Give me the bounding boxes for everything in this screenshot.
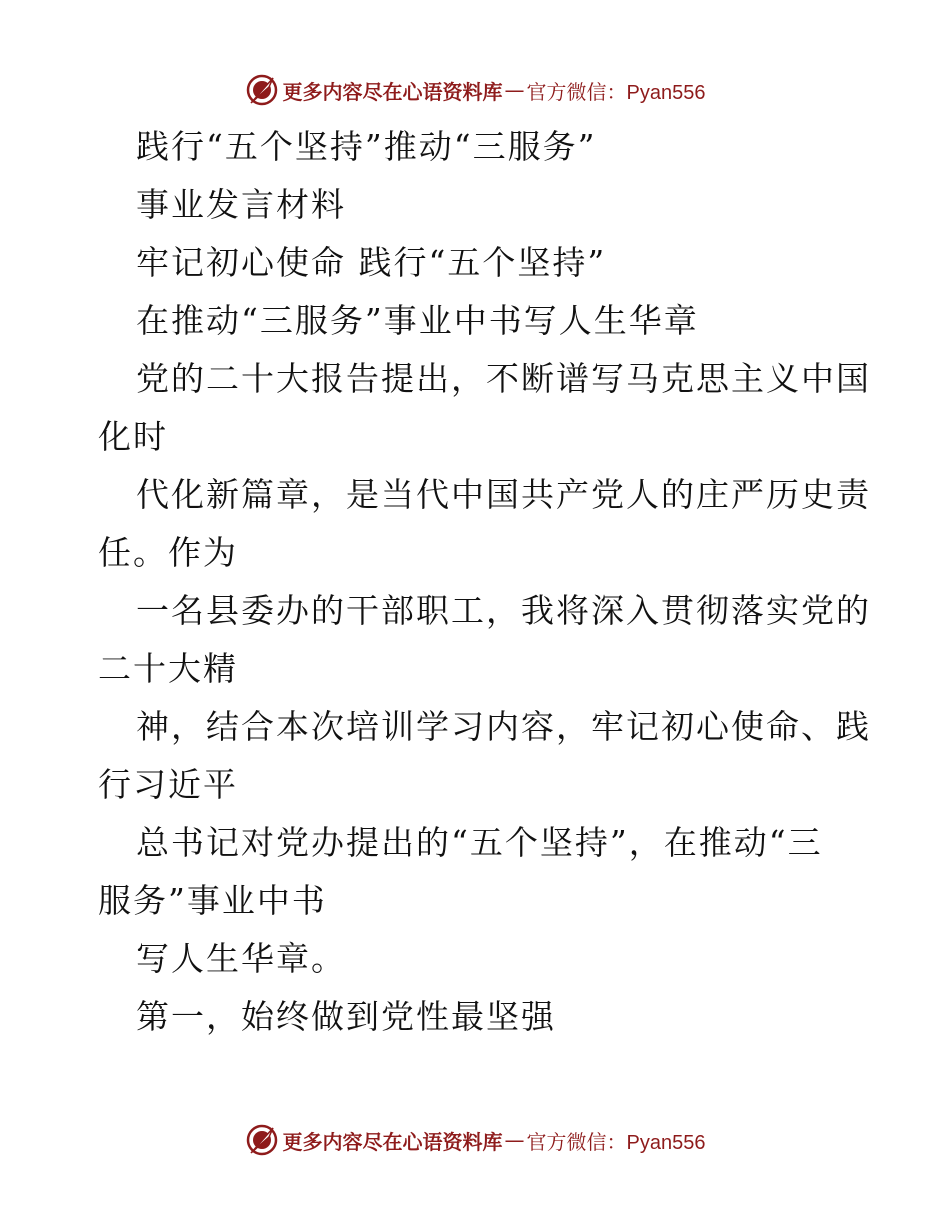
header-brand-text: 更多内容尽在心语资料库 [282, 79, 503, 104]
paragraph-line: 总书记对党办提出的“五个坚持”，在推动“三 [136, 823, 823, 862]
header-banner [0, 70, 950, 110]
quill-pen-icon [245, 1123, 279, 1157]
paragraph-line: 代化新篇章，是当代中国共产党人的庄严历史责 [136, 475, 871, 514]
footer-contact-text: 官方微信：Pyan556 [526, 1131, 706, 1154]
paragraph-line: 神，结合本次培训学习内容，牢记初心使命、践 [136, 707, 871, 746]
doc-title-line-2: 事业发言材料 [136, 185, 346, 224]
paragraph-line: 党的二十大报告提出，不断谱写马克思主义中国 [136, 359, 871, 398]
document-body [98, 118, 871, 1046]
paragraph-line: 行习近平 [98, 765, 238, 804]
paragraph-line: 服务”事业中书 [98, 881, 327, 920]
paragraph-line: 任。作为 [98, 533, 238, 572]
footer-separator: — [504, 1128, 525, 1152]
header-contact-text: 官方微信：Pyan556 [526, 81, 706, 104]
paragraph-line: 二十大精 [98, 649, 238, 688]
quill-pen-icon [245, 73, 279, 107]
doc-title-line-1: 践行“五个坚持”推动“三服务” [136, 127, 597, 166]
paragraph-line: 写人生华章。 [136, 939, 346, 978]
header-separator: — [504, 78, 525, 102]
footer-brand-text: 更多内容尽在心语资料库 [282, 1129, 503, 1154]
paragraph-line: 化时 [98, 417, 168, 456]
section-heading: 第一，始终做到党性最坚强 [136, 997, 556, 1036]
doc-subtitle-line-2: 在推动“三服务”事业中书写人生华章 [136, 301, 699, 340]
footer-banner [0, 1120, 950, 1160]
paragraph-line: 一名县委办的干部职工，我将深入贯彻落实党的 [136, 591, 871, 630]
doc-subtitle-line-1: 牢记初心使命 践行“五个坚持” [136, 243, 607, 282]
